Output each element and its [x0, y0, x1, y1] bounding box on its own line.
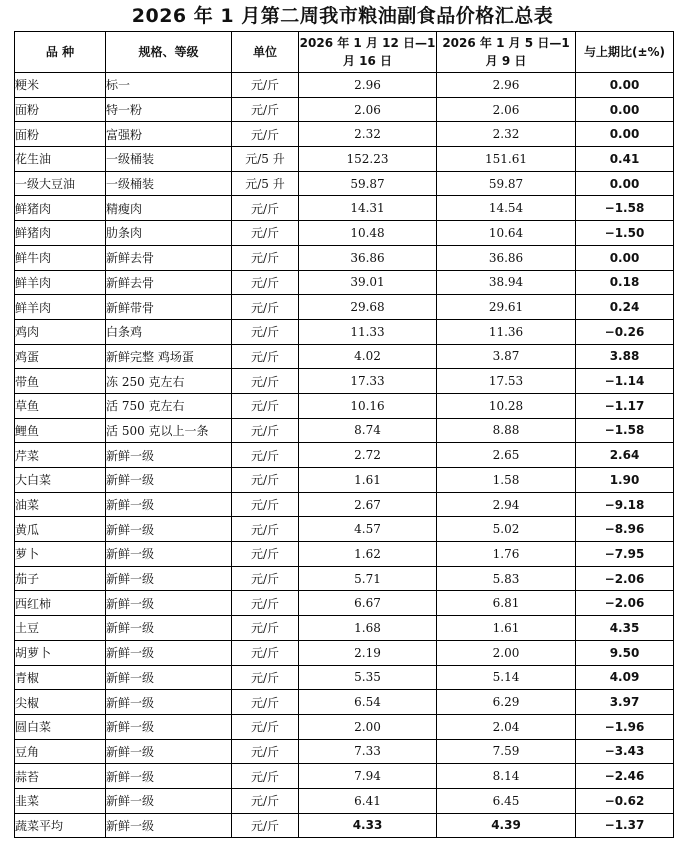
cell-spec: 富强粉: [106, 122, 232, 147]
cell-change-percent: 1.90: [576, 468, 674, 493]
cell-current-price: 1.68: [299, 616, 437, 641]
cell-current-price: 10.48: [299, 221, 437, 246]
cell-current-price: 5.35: [299, 665, 437, 690]
cell-name: 鲜猪肉: [15, 221, 106, 246]
cell-current-price: 7.33: [299, 739, 437, 764]
cell-unit: 元/斤: [232, 665, 299, 690]
table-row: [15, 295, 674, 320]
cell-unit: 元/斤: [232, 813, 299, 838]
header-current-period: 2026 年 1 月 12 日—1 月 16 日: [299, 32, 437, 73]
table-row: [15, 344, 674, 369]
cell-current-price: 6.41: [299, 788, 437, 813]
cell-name: 豆角: [15, 739, 106, 764]
cell-name: 蔬菜平均: [15, 813, 106, 838]
cell-change-percent: −1.58: [576, 418, 674, 443]
cell-current-price: 2.67: [299, 492, 437, 517]
cell-spec: 新鲜一级: [106, 739, 232, 764]
cell-previous-price: 6.81: [437, 591, 576, 616]
table-row: [15, 122, 674, 147]
cell-current-price: 1.62: [299, 542, 437, 567]
cell-name: 鸡蛋: [15, 344, 106, 369]
cell-change-percent: −1.37: [576, 813, 674, 838]
cell-current-price: 5.71: [299, 566, 437, 591]
table-row: [15, 739, 674, 764]
cell-name: 一级大豆油: [15, 171, 106, 196]
table-row: [15, 788, 674, 813]
cell-previous-price: 10.64: [437, 221, 576, 246]
cell-spec: 新鲜一级: [106, 616, 232, 641]
cell-spec: 活 750 克左右: [106, 393, 232, 418]
cell-previous-price: 7.59: [437, 739, 576, 764]
cell-change-percent: −7.95: [576, 542, 674, 567]
cell-current-price: 8.74: [299, 418, 437, 443]
cell-name: 面粉: [15, 97, 106, 122]
cell-current-price: 4.33: [299, 813, 437, 838]
cell-unit: 元/5 升: [232, 147, 299, 172]
cell-spec: 白条鸡: [106, 319, 232, 344]
header-previous-period: 2026 年 1 月 5 日—1 月 9 日: [437, 32, 576, 73]
cell-name: 鲜牛肉: [15, 245, 106, 270]
cell-name: 鲜猪肉: [15, 196, 106, 221]
cell-change-percent: 0.18: [576, 270, 674, 295]
cell-previous-price: 2.00: [437, 640, 576, 665]
cell-previous-price: 10.28: [437, 393, 576, 418]
cell-change-percent: 0.24: [576, 295, 674, 320]
table-row: [15, 147, 674, 172]
cell-spec: 新鲜一级: [106, 566, 232, 591]
cell-previous-price: 59.87: [437, 171, 576, 196]
table-row: [15, 764, 674, 789]
cell-current-price: 2.06: [299, 97, 437, 122]
cell-change-percent: 3.88: [576, 344, 674, 369]
table-row: [15, 616, 674, 641]
table-row: [15, 813, 674, 838]
cell-unit: 元/斤: [232, 418, 299, 443]
cell-name: 带鱼: [15, 369, 106, 394]
cell-unit: 元/斤: [232, 566, 299, 591]
cell-change-percent: 0.00: [576, 97, 674, 122]
cell-current-price: 2.32: [299, 122, 437, 147]
cell-current-price: 4.02: [299, 344, 437, 369]
cell-change-percent: 2.64: [576, 443, 674, 468]
cell-spec: 新鲜一级: [106, 492, 232, 517]
table-row: [15, 714, 674, 739]
cell-previous-price: 6.29: [437, 690, 576, 715]
cell-previous-price: 5.14: [437, 665, 576, 690]
cell-name: 青椒: [15, 665, 106, 690]
table-row: [15, 245, 674, 270]
cell-name: 鲤鱼: [15, 418, 106, 443]
cell-previous-price: 38.94: [437, 270, 576, 295]
table-row: [15, 270, 674, 295]
cell-change-percent: 0.00: [576, 73, 674, 98]
cell-current-price: 152.23: [299, 147, 437, 172]
cell-current-price: 2.19: [299, 640, 437, 665]
table-row: [15, 73, 674, 98]
cell-change-percent: 0.00: [576, 171, 674, 196]
cell-change-percent: 0.00: [576, 122, 674, 147]
cell-change-percent: 9.50: [576, 640, 674, 665]
cell-change-percent: −1.50: [576, 221, 674, 246]
header-row: [15, 32, 674, 73]
table-row: [15, 542, 674, 567]
table-row: [15, 393, 674, 418]
table-row: [15, 566, 674, 591]
cell-spec: 新鲜一级: [106, 591, 232, 616]
cell-previous-price: 8.88: [437, 418, 576, 443]
cell-unit: 元/斤: [232, 221, 299, 246]
cell-spec: 新鲜一级: [106, 813, 232, 838]
cell-name: 韭菜: [15, 788, 106, 813]
cell-name: 蒜苔: [15, 764, 106, 789]
cell-previous-price: 2.04: [437, 714, 576, 739]
cell-previous-price: 2.94: [437, 492, 576, 517]
cell-current-price: 6.67: [299, 591, 437, 616]
cell-unit: 元/斤: [232, 344, 299, 369]
page-title: 2026 年 1 月第二周我市粮油副食品价格汇总表: [131, 5, 554, 27]
cell-name: 面粉: [15, 122, 106, 147]
cell-current-price: 17.33: [299, 369, 437, 394]
cell-spec: 标一: [106, 73, 232, 98]
cell-unit: 元/5 升: [232, 171, 299, 196]
cell-previous-price: 5.02: [437, 517, 576, 542]
cell-change-percent: −0.26: [576, 319, 674, 344]
cell-change-percent: −2.06: [576, 566, 674, 591]
cell-unit: 元/斤: [232, 764, 299, 789]
cell-unit: 元/斤: [232, 369, 299, 394]
cell-previous-price: 1.61: [437, 616, 576, 641]
cell-change-percent: 4.35: [576, 616, 674, 641]
cell-unit: 元/斤: [232, 492, 299, 517]
cell-previous-price: 2.96: [437, 73, 576, 98]
cell-spec: 新鲜一级: [106, 665, 232, 690]
cell-current-price: 2.72: [299, 443, 437, 468]
cell-previous-price: 1.76: [437, 542, 576, 567]
cell-unit: 元/斤: [232, 295, 299, 320]
cell-spec: 新鲜一级: [106, 714, 232, 739]
table-row: [15, 418, 674, 443]
cell-unit: 元/斤: [232, 443, 299, 468]
cell-name: 油菜: [15, 492, 106, 517]
header-name: 品 种: [15, 32, 106, 73]
cell-previous-price: 29.61: [437, 295, 576, 320]
cell-unit: 元/斤: [232, 73, 299, 98]
cell-previous-price: 1.58: [437, 468, 576, 493]
cell-spec: 新鲜带骨: [106, 295, 232, 320]
cell-name: 鲜羊肉: [15, 270, 106, 295]
cell-spec: 新鲜一级: [106, 517, 232, 542]
cell-unit: 元/斤: [232, 468, 299, 493]
cell-current-price: 59.87: [299, 171, 437, 196]
cell-spec: 一级桶装: [106, 147, 232, 172]
cell-unit: 元/斤: [232, 690, 299, 715]
cell-current-price: 6.54: [299, 690, 437, 715]
cell-previous-price: 2.65: [437, 443, 576, 468]
table-row: [15, 591, 674, 616]
cell-unit: 元/斤: [232, 97, 299, 122]
cell-spec: 新鲜一级: [106, 542, 232, 567]
cell-name: 草鱼: [15, 393, 106, 418]
cell-spec: 新鲜完整 鸡场蛋: [106, 344, 232, 369]
cell-unit: 元/斤: [232, 640, 299, 665]
cell-spec: 新鲜一级: [106, 443, 232, 468]
cell-spec: 新鲜一级: [106, 764, 232, 789]
cell-spec: 新鲜去骨: [106, 270, 232, 295]
cell-change-percent: −1.14: [576, 369, 674, 394]
table-row: [15, 319, 674, 344]
cell-change-percent: −8.96: [576, 517, 674, 542]
cell-spec: 新鲜去骨: [106, 245, 232, 270]
cell-spec: 新鲜一级: [106, 788, 232, 813]
cell-previous-price: 17.53: [437, 369, 576, 394]
cell-name: 胡萝卜: [15, 640, 106, 665]
cell-current-price: 29.68: [299, 295, 437, 320]
cell-change-percent: −1.58: [576, 196, 674, 221]
cell-change-percent: −2.06: [576, 591, 674, 616]
cell-previous-price: 4.39: [437, 813, 576, 838]
header-change: 与上期比(±%): [576, 32, 674, 73]
cell-name: 大白菜: [15, 468, 106, 493]
cell-name: 黄瓜: [15, 517, 106, 542]
cell-current-price: 39.01: [299, 270, 437, 295]
table-row: [15, 97, 674, 122]
cell-unit: 元/斤: [232, 122, 299, 147]
cell-unit: 元/斤: [232, 788, 299, 813]
table-row: [15, 468, 674, 493]
cell-change-percent: −3.43: [576, 739, 674, 764]
cell-current-price: 10.16: [299, 393, 437, 418]
cell-current-price: 11.33: [299, 319, 437, 344]
cell-spec: 肋条肉: [106, 221, 232, 246]
cell-unit: 元/斤: [232, 739, 299, 764]
cell-change-percent: −2.46: [576, 764, 674, 789]
cell-name: 鸡肉: [15, 319, 106, 344]
cell-previous-price: 8.14: [437, 764, 576, 789]
price-table: [14, 31, 674, 838]
table-row: [15, 665, 674, 690]
cell-spec: 活 500 克以上一条: [106, 418, 232, 443]
cell-change-percent: −1.17: [576, 393, 674, 418]
cell-name: 茄子: [15, 566, 106, 591]
cell-spec: 精瘦肉: [106, 196, 232, 221]
table-body: [15, 73, 674, 838]
cell-change-percent: 4.09: [576, 665, 674, 690]
table-row: [15, 690, 674, 715]
cell-previous-price: 11.36: [437, 319, 576, 344]
cell-current-price: 7.94: [299, 764, 437, 789]
table-row: [15, 492, 674, 517]
cell-unit: 元/斤: [232, 714, 299, 739]
cell-change-percent: 0.00: [576, 245, 674, 270]
cell-previous-price: 5.83: [437, 566, 576, 591]
table-row: [15, 369, 674, 394]
cell-spec: 新鲜一级: [106, 468, 232, 493]
cell-previous-price: 2.06: [437, 97, 576, 122]
cell-change-percent: −1.96: [576, 714, 674, 739]
table-row: [15, 443, 674, 468]
cell-current-price: 4.57: [299, 517, 437, 542]
cell-unit: 元/斤: [232, 196, 299, 221]
cell-change-percent: −9.18: [576, 492, 674, 517]
cell-name: 圆白菜: [15, 714, 106, 739]
cell-name: 土豆: [15, 616, 106, 641]
cell-spec: 特一粉: [106, 97, 232, 122]
cell-previous-price: 151.61: [437, 147, 576, 172]
cell-unit: 元/斤: [232, 517, 299, 542]
header-unit: 单位: [232, 32, 299, 73]
cell-name: 鲜羊肉: [15, 295, 106, 320]
cell-previous-price: 2.32: [437, 122, 576, 147]
cell-previous-price: 6.45: [437, 788, 576, 813]
cell-change-percent: 3.97: [576, 690, 674, 715]
cell-previous-price: 14.54: [437, 196, 576, 221]
table-row: [15, 640, 674, 665]
cell-unit: 元/斤: [232, 270, 299, 295]
table-row: [15, 221, 674, 246]
cell-current-price: 36.86: [299, 245, 437, 270]
cell-spec: 新鲜一级: [106, 640, 232, 665]
cell-current-price: 1.61: [299, 468, 437, 493]
cell-name: 花生油: [15, 147, 106, 172]
cell-unit: 元/斤: [232, 319, 299, 344]
cell-change-percent: 0.41: [576, 147, 674, 172]
cell-change-percent: −0.62: [576, 788, 674, 813]
cell-spec: 冻 250 克左右: [106, 369, 232, 394]
cell-unit: 元/斤: [232, 616, 299, 641]
cell-spec: 一级桶装: [106, 171, 232, 196]
cell-current-price: 2.00: [299, 714, 437, 739]
cell-name: 西红柿: [15, 591, 106, 616]
cell-spec: 新鲜一级: [106, 690, 232, 715]
table-row: [15, 517, 674, 542]
cell-current-price: 2.96: [299, 73, 437, 98]
table-row: [15, 196, 674, 221]
cell-name: 粳米: [15, 73, 106, 98]
cell-previous-price: 3.87: [437, 344, 576, 369]
cell-previous-price: 36.86: [437, 245, 576, 270]
cell-unit: 元/斤: [232, 393, 299, 418]
cell-unit: 元/斤: [232, 245, 299, 270]
header-spec: 规格、等级: [106, 32, 232, 73]
cell-name: 尖椒: [15, 690, 106, 715]
cell-unit: 元/斤: [232, 542, 299, 567]
cell-name: 芹菜: [15, 443, 106, 468]
cell-current-price: 14.31: [299, 196, 437, 221]
cell-name: 萝卜: [15, 542, 106, 567]
table-row: [15, 171, 674, 196]
cell-unit: 元/斤: [232, 591, 299, 616]
